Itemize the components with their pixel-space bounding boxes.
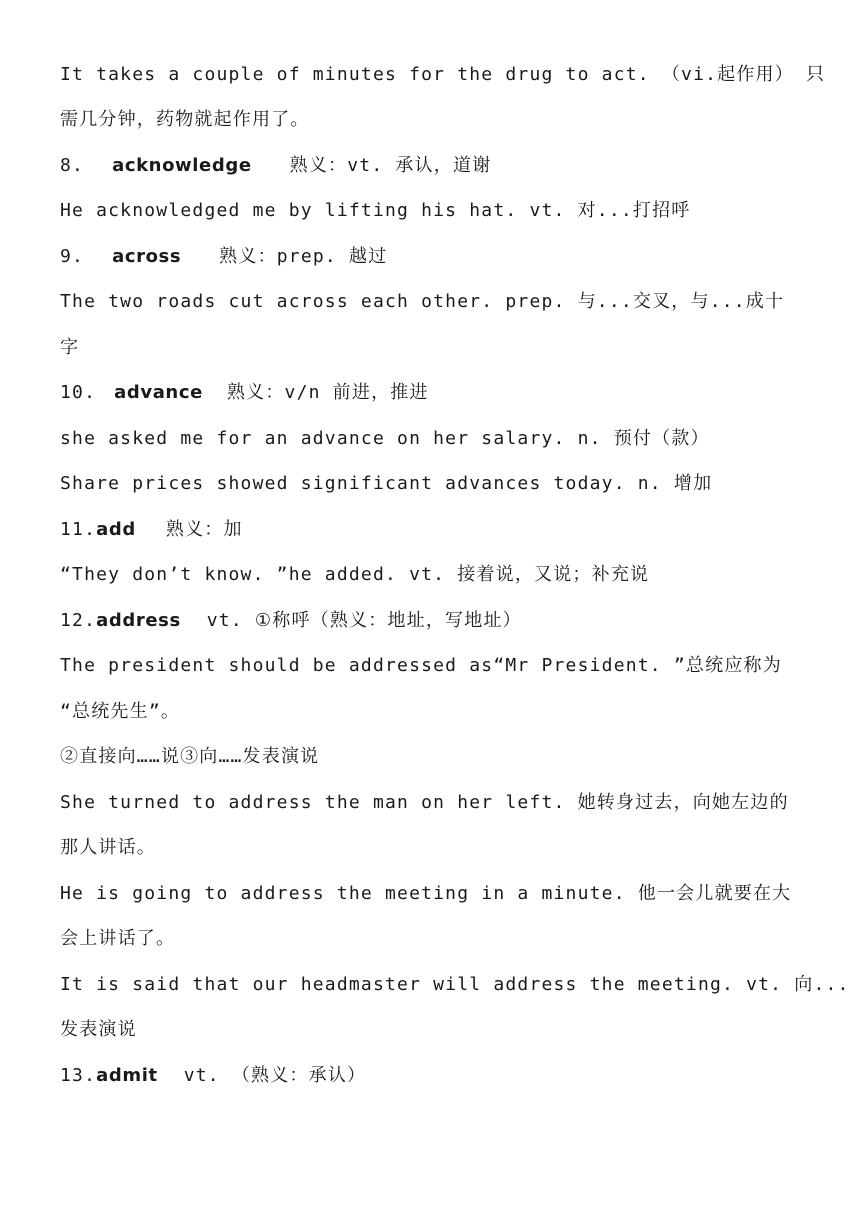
entry-word: acknowledge (112, 155, 252, 176)
entry-definition: 熟义：加 (165, 519, 243, 540)
entry-word: advance (114, 382, 203, 403)
entry-10-heading (60, 379, 820, 407)
entry-number: 11. (60, 519, 97, 540)
entry-definition: 熟义：v/n 前进，推进 (226, 382, 429, 403)
entry-13-heading (60, 1062, 820, 1090)
example-sentence: She turned to address the man on her left. 她转身过去，向她左边的 (60, 792, 789, 813)
example-sentence: It is said that our headmaster will address the meeting. vt. 向... (60, 974, 850, 995)
example-sentence-cont: 字 (60, 337, 80, 358)
example-sentence-cont: 发表演说 (60, 1019, 137, 1040)
example-sentence-cont: 那人讲话。 (60, 837, 156, 858)
example-sentence: The president should be addressed as“Mr President. ”总统应称为 (60, 655, 782, 676)
entry-11-heading (60, 516, 820, 544)
example-sentence-cont: “总统先生”。 (60, 701, 181, 722)
entry-word: admit (96, 1065, 158, 1086)
example-sentence-cont: 会上讲话了。 (60, 928, 176, 949)
example-sentence: It takes a couple of minutes for the drug to act. （vi.起作用） 只 (60, 64, 826, 85)
sense-list: ②直接向……说③向……发表演说 (60, 746, 320, 767)
entry-number: 10. (60, 382, 97, 403)
entry-definition: vt. （熟义：承认） (183, 1065, 367, 1086)
example-sentence: she asked me for an advance on her salary. n. 预付（款） (60, 428, 710, 449)
entry-9-heading (60, 243, 820, 271)
example-sentence: He is going to address the meeting in a minute. 他一会儿就要在大 (60, 883, 792, 904)
example-sentence: “They don’t know. ”he added. vt. 接着说，又说；补充说 (60, 564, 650, 585)
example-sentence: Share prices showed significant advances today. n. 增加 (60, 473, 713, 494)
entry-definition: 熟义：prep. 越过 (219, 246, 388, 267)
entry-number: 12. (60, 610, 97, 631)
entry-8-heading (60, 152, 820, 180)
example-sentence: He acknowledged me by lifting his hat. vt. 对...打招呼 (60, 200, 691, 221)
entry-number: 13. (60, 1065, 97, 1086)
entry-word: add (96, 519, 136, 540)
entry-12-heading (60, 607, 820, 635)
example-sentence: The two roads cut across each other. prep. 与...交叉，与...成十 (60, 291, 785, 312)
entry-number: 8. (60, 155, 85, 176)
entry-definition: vt. ①称呼（熟义：地址，写地址） (206, 610, 522, 631)
entry-word: address (96, 610, 181, 631)
entry-word: across (112, 246, 182, 267)
example-translation: 需几分钟，药物就起作用了。 (60, 109, 310, 130)
entry-definition: 熟义：vt. 承认，道谢 (289, 155, 492, 176)
entry-number: 9. (60, 246, 85, 267)
